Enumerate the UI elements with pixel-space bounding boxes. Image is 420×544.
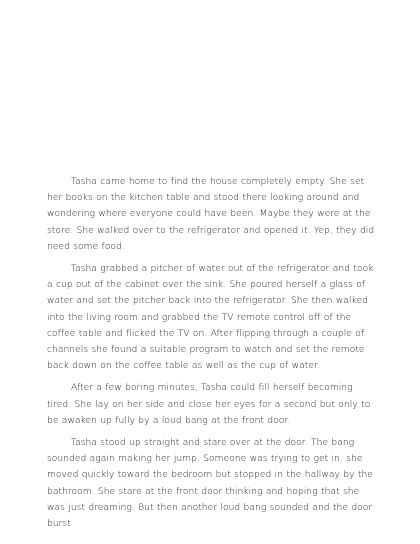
paragraph-2: Tasha grabbed a pitcher of water out of the refrigerator and took a cup out of the cabinet over the sink. She poured herself a glass of water and set the pitcher back into the refrigerator. She then walked into the living room and grabbed the TV remote control off of the coffee table and flicked the TV on. After flipping through a couple of channels she found a suitable program to watch and set the remote back down on the coffee table as well as the cup of water.: [47, 264, 374, 372]
story-text: [47, 174, 377, 538]
paragraph-1: Tasha came home to find the house completely empty. She set her books on the kitchen table and stood there looking around and wondering where everyone could have been. Maybe they were at the store. She walked over to the refrigerator and opened it. Yep, they did need some food.: [47, 177, 375, 252]
paragraph-3: After a few boring minutes, Tasha could fill herself becoming tired. She lay on her side and close her eyes for a second but only to be awaken up fully by a loud bang at the front door.: [47, 383, 371, 426]
paragraph-4: Tasha stood up straight and stare over at the door. The bang sounded again making her jump. Someone was trying to get in. she moved quickly toward the bedroom but stopped in the hallway by the bathroom. She stare at the front door thinking and hoping that she was just dreaming. But then another loud bang sounded and the door burst: [47, 438, 373, 530]
